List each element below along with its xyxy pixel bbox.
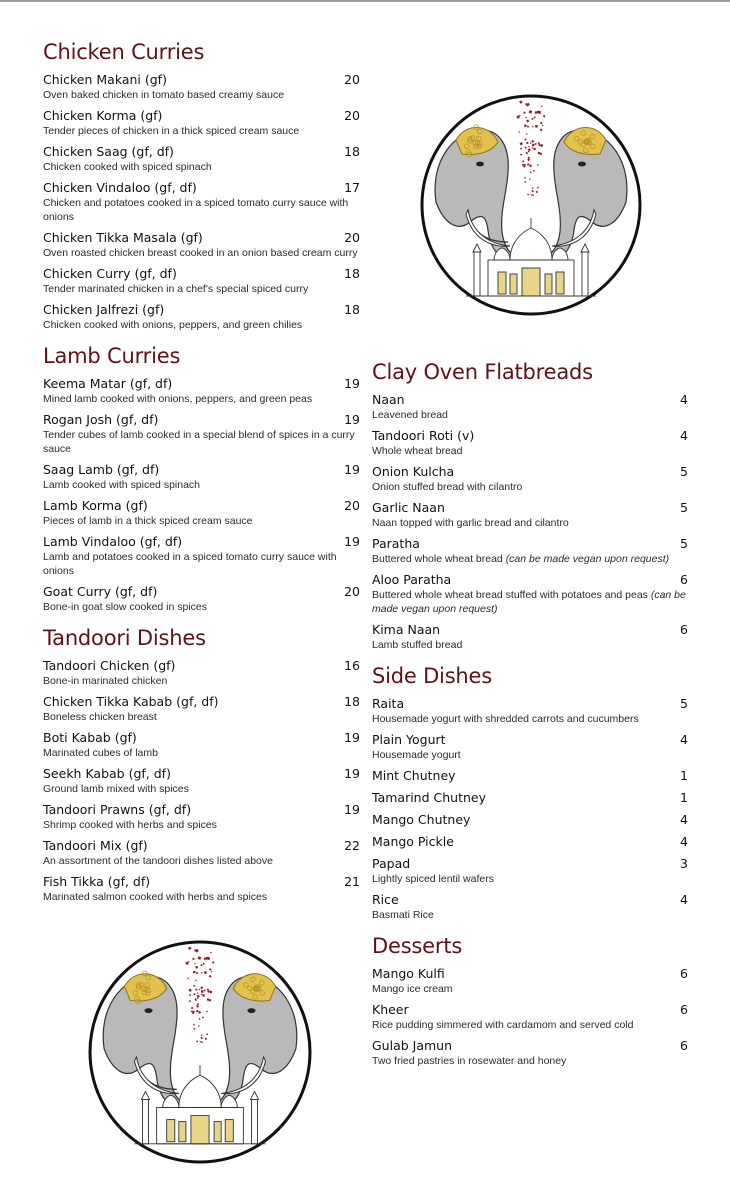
description-text: Buttered whole wheat bread (372, 553, 503, 565)
description-text: Whole wheat bread (372, 445, 463, 457)
menu-item (43, 584, 360, 614)
menu-item-header (43, 802, 360, 818)
menu-item-price: 4 (680, 892, 688, 907)
menu-item-description (372, 712, 688, 726)
menu-item-description (43, 392, 360, 406)
description-text: Boneless chicken breast (43, 711, 157, 723)
menu-item-description (372, 748, 688, 762)
menu-item (43, 534, 360, 578)
menu-item (372, 572, 688, 616)
menu-item-name: Papad (372, 856, 411, 871)
description-text: Chicken cooked with spiced spinach (43, 161, 212, 173)
menu-item (372, 464, 688, 494)
section-title: Lamb Curries (43, 344, 181, 368)
menu-item-name: Boti Kabab (gf) (43, 730, 137, 745)
description-text: Housemade yogurt (372, 749, 461, 761)
menu-item (372, 966, 688, 996)
menu-item-price: 20 (344, 72, 360, 87)
menu-item-name: Plain Yogurt (372, 732, 446, 747)
menu-item-header (43, 266, 360, 282)
menu-item (43, 658, 360, 688)
menu-item (43, 108, 360, 138)
menu-item-name: Goat Curry (gf, df) (43, 584, 158, 599)
menu-item-description (43, 710, 360, 724)
menu-item-name: Raita (372, 696, 405, 711)
menu-item-header (372, 500, 688, 516)
menu-item-name: Gulab Jamun (372, 1038, 453, 1053)
description-text: Basmati Rice (372, 909, 434, 921)
menu-item-name: Tandoori Mix (gf) (43, 838, 148, 853)
menu-item-header (43, 302, 360, 318)
menu-item-description (43, 550, 360, 578)
section-title: Clay Oven Flatbreads (372, 360, 593, 384)
menu-item-name: Tandoori Chicken (gf) (43, 658, 176, 673)
section-title: Chicken Curries (43, 40, 205, 64)
menu-section-desserts (372, 932, 688, 1068)
menu-item (372, 428, 688, 458)
menu-item-price: 19 (344, 766, 360, 781)
menu-item (372, 536, 688, 566)
menu-item (372, 768, 688, 784)
menu-item-description (372, 480, 688, 494)
menu-item-description (372, 1018, 688, 1032)
menu-item-name: Chicken Curry (gf, df) (43, 266, 177, 281)
description-text: Oven baked chicken in tomato based creamy sauce (43, 89, 285, 101)
menu-item-header (43, 534, 360, 550)
menu-item-price: 19 (344, 802, 360, 817)
menu-item-header (372, 732, 688, 748)
menu-item-price: 22 (344, 838, 360, 853)
menu-item-description (43, 196, 360, 224)
menu-item-description (43, 514, 360, 528)
menu-item-description (372, 982, 688, 996)
description-text: Pieces of lamb in a thick spiced cream sauce (43, 515, 253, 527)
menu-item-name: Chicken Saag (gf, df) (43, 144, 174, 159)
menu-item-name: Aloo Paratha (372, 572, 452, 587)
menu-item (43, 838, 360, 868)
menu-item-header (43, 766, 360, 782)
description-text: Bone-in goat slow cooked in spices (43, 601, 208, 613)
menu-item (372, 812, 688, 828)
description-text: Mango ice cream (372, 983, 453, 995)
right-column (372, 358, 688, 1078)
menu-item-header (372, 892, 688, 908)
menu-item-name: Onion Kulcha (372, 464, 455, 479)
description-text: Marinated salmon cooked with herbs and spices (43, 891, 268, 903)
menu-item (43, 766, 360, 796)
description-text: An assortment of the tandoori dishes listed above (43, 855, 273, 867)
description-text: Naan topped with garlic bread and cilantro (372, 517, 569, 529)
menu-item-price: 3 (680, 856, 688, 871)
menu-item-name: Tandoori Prawns (gf, df) (43, 802, 192, 817)
vegan-note: (can be made vegan upon request) (505, 553, 670, 565)
menu-item (372, 622, 688, 652)
menu-item-price: 19 (344, 462, 360, 477)
menu-item-price: 6 (680, 572, 688, 587)
menu-item-description (43, 124, 360, 138)
menu-item-price: 19 (344, 534, 360, 549)
top-border-line (0, 0, 730, 2)
menu-item-price: 5 (680, 696, 688, 711)
description-text: Rice pudding simmered with cardamom and served cold (372, 1019, 634, 1031)
menu-item (43, 462, 360, 492)
menu-item-name: Mango Pickle (372, 834, 454, 849)
menu-item-header (372, 696, 688, 712)
description-text: Tender marinated chicken in a chef's special spiced curry (43, 283, 309, 295)
menu-item-header (43, 462, 360, 478)
description-text: Bone-in marinated chicken (43, 675, 168, 687)
menu-item-name: Lamb Vindaloo (gf, df) (43, 534, 183, 549)
menu-item-price: 21 (344, 874, 360, 889)
menu-item-name: Paratha (372, 536, 420, 551)
menu-item-description (372, 444, 688, 458)
menu-item (372, 834, 688, 850)
menu-item (43, 498, 360, 528)
menu-item-name: Kheer (372, 1002, 409, 1017)
menu-item (43, 144, 360, 174)
menu-item-header (372, 966, 688, 982)
description-text: Lamb stuffed bread (372, 639, 463, 651)
description-text: Onion stuffed bread with cilantro (372, 481, 523, 493)
menu-item-name: Mango Kulfi (372, 966, 445, 981)
menu-section-clay-oven-flatbreads (372, 358, 688, 652)
menu-item-header (43, 144, 360, 160)
menu-item-name: Rice (372, 892, 399, 907)
menu-item-description (43, 160, 360, 174)
menu-item-price: 6 (680, 1002, 688, 1017)
menu-item-description (43, 746, 360, 760)
menu-item-price: 6 (680, 1038, 688, 1053)
menu-item-description (43, 600, 360, 614)
description-text: Tender pieces of chicken in a thick spiced cream sauce (43, 125, 300, 137)
menu-item-description (43, 282, 360, 296)
menu-item-header (372, 1038, 688, 1054)
description-text: Marinated cubes of lamb (43, 747, 158, 759)
section-title: Side Dishes (372, 664, 493, 688)
menu-item-description (43, 318, 360, 332)
menu-item-header (372, 768, 688, 784)
menu-item-price: 18 (344, 302, 360, 317)
menu-section-chicken-curries (43, 38, 360, 332)
menu-item-price: 18 (344, 144, 360, 159)
menu-item (43, 802, 360, 832)
menu-section-side-dishes (372, 662, 688, 922)
section-title: Desserts (372, 934, 463, 958)
menu-item-header (43, 658, 360, 674)
menu-item-name: Seekh Kabab (gf, df) (43, 766, 171, 781)
description-text: Two fried pastries in rosewater and honey (372, 1055, 567, 1067)
menu-item (372, 790, 688, 806)
menu-item (372, 1002, 688, 1032)
vegan-note: (can be made vegan upon request) (372, 589, 686, 615)
menu-item (43, 412, 360, 456)
menu-item (43, 266, 360, 296)
menu-item-description (43, 818, 360, 832)
menu-item-price: 19 (344, 730, 360, 745)
menu-section-tandoori-dishes (43, 624, 360, 904)
menu-item-description (43, 88, 360, 102)
menu-item (43, 874, 360, 904)
description-text: Chicken cooked with onions, peppers, and green chilies (43, 319, 303, 331)
menu-item-header (43, 694, 360, 710)
menu-item-price: 17 (344, 180, 360, 195)
description-text: Chicken and potatoes cooked in a spiced tomato curry sauce with onions (43, 197, 349, 223)
menu-item-description (43, 890, 360, 904)
menu-item-description (43, 674, 360, 688)
menu-item-description (43, 782, 360, 796)
menu-item-header (43, 108, 360, 124)
menu-item-description (372, 1054, 688, 1068)
menu-item-price: 1 (680, 790, 688, 805)
menu-item-price: 4 (680, 732, 688, 747)
menu-item-name: Tamarind Chutney (372, 790, 486, 805)
menu-item-name: Rogan Josh (gf, df) (43, 412, 159, 427)
menu-item-price: 20 (344, 584, 360, 599)
menu-item-name: Tandoori Roti (v) (372, 428, 475, 443)
menu-item (372, 732, 688, 762)
menu-section-lamb-curries (43, 342, 360, 614)
menu-item (372, 1038, 688, 1068)
menu-item-price: 20 (344, 498, 360, 513)
menu-item-name: Garlic Naan (372, 500, 445, 515)
menu-item (372, 392, 688, 422)
description-text: Oven roasted chicken breast cooked in an onion based cream curry (43, 247, 358, 259)
left-column (43, 38, 360, 914)
menu-item-price: 4 (680, 392, 688, 407)
description-text: Shrimp cooked with herbs and spices (43, 819, 217, 831)
menu-item-header (372, 464, 688, 480)
menu-item-header (43, 230, 360, 246)
menu-item-header (43, 730, 360, 746)
menu-item (43, 230, 360, 260)
menu-item-header (43, 72, 360, 88)
menu-item-header (372, 834, 688, 850)
menu-item-header (43, 180, 360, 196)
menu-item (43, 302, 360, 332)
description-text: Leavened bread (372, 409, 448, 421)
menu-item-name: Mint Chutney (372, 768, 456, 783)
menu-item-price: 20 (344, 108, 360, 123)
elephants-taj-mahal-emblem-icon (86, 938, 314, 1166)
menu-item-price: 4 (680, 812, 688, 827)
description-text: Mined lamb cooked with onions, peppers, and green peas (43, 393, 313, 405)
menu-item-description (372, 872, 688, 886)
description-text: Lightly spiced lentil wafers (372, 873, 494, 885)
menu-item-price: 18 (344, 694, 360, 709)
menu-item-header (372, 812, 688, 828)
menu-item-header (372, 536, 688, 552)
menu-item-description (43, 478, 360, 492)
menu-item-price: 1 (680, 768, 688, 783)
menu-item-name: Chicken Vindaloo (gf, df) (43, 180, 197, 195)
menu-item (43, 730, 360, 760)
menu-item-price: 20 (344, 230, 360, 245)
menu-item (43, 694, 360, 724)
menu-item-price: 18 (344, 266, 360, 281)
menu-item-price: 19 (344, 376, 360, 391)
menu-item-name: Mango Chutney (372, 812, 471, 827)
menu-item-name: Chicken Tikka Masala (gf) (43, 230, 203, 245)
menu-item-name: Kima Naan (372, 622, 441, 637)
menu-item-name: Chicken Jalfrezi (gf) (43, 302, 165, 317)
menu-item-header (43, 584, 360, 600)
menu-item-name: Chicken Makani (gf) (43, 72, 167, 87)
menu-item-name: Keema Matar (gf, df) (43, 376, 173, 391)
menu-item (372, 696, 688, 726)
menu-item-price: 5 (680, 464, 688, 479)
menu-item-description (43, 246, 360, 260)
menu-item-description (43, 428, 360, 456)
menu-item (372, 500, 688, 530)
menu-item-name: Saag Lamb (gf, df) (43, 462, 160, 477)
menu-item-price: 16 (344, 658, 360, 673)
menu-item-price: 6 (680, 622, 688, 637)
menu-item (43, 72, 360, 102)
menu-item-description (372, 408, 688, 422)
menu-item-price: 5 (680, 536, 688, 551)
section-title: Tandoori Dishes (43, 626, 206, 650)
menu-item-name: Chicken Korma (gf) (43, 108, 163, 123)
menu-item-name: Naan (372, 392, 405, 407)
menu-item-price: 19 (344, 412, 360, 427)
menu-item (43, 180, 360, 224)
menu-item-header (43, 498, 360, 514)
menu-item-description (372, 552, 688, 566)
menu-item-header (43, 376, 360, 392)
menu-item-header (372, 856, 688, 872)
description-text: Lamb cooked with spiced spinach (43, 479, 201, 491)
menu-item-price: 6 (680, 966, 688, 981)
menu-item-header (372, 1002, 688, 1018)
menu-item-description (372, 908, 688, 922)
menu-item-name: Fish Tikka (gf, df) (43, 874, 151, 889)
menu-item-header (372, 572, 688, 588)
menu-item-header (372, 392, 688, 408)
description-text: Tender cubes of lamb cooked in a special blend of spices in a curry sauce (43, 429, 355, 455)
menu-item-header (372, 790, 688, 806)
description-text: Ground lamb mixed with spices (43, 783, 189, 795)
description-text: Buttered whole wheat bread stuffed with potatoes and peas (372, 589, 648, 601)
menu-item-description (372, 516, 688, 530)
menu-item-header (43, 412, 360, 428)
menu-item-description (43, 854, 360, 868)
menu-item-header (43, 838, 360, 854)
menu-item (372, 856, 688, 886)
menu-item-price: 5 (680, 500, 688, 515)
menu-item-description (372, 588, 688, 616)
menu-item-header (372, 428, 688, 444)
menu-item-name: Chicken Tikka Kabab (gf, df) (43, 694, 219, 709)
menu-item-header (43, 874, 360, 890)
menu-item (372, 892, 688, 922)
description-text: Housemade yogurt with shredded carrots and cucumbers (372, 713, 639, 725)
menu-item (43, 376, 360, 406)
menu-item-price: 4 (680, 834, 688, 849)
menu-item-name: Lamb Korma (gf) (43, 498, 148, 513)
elephants-taj-mahal-emblem-icon (418, 92, 644, 318)
menu-item-header (372, 622, 688, 638)
menu-item-description (372, 638, 688, 652)
menu-item-price: 4 (680, 428, 688, 443)
description-text: Lamb and potatoes cooked in a spiced tomato curry sauce with onions (43, 551, 337, 577)
